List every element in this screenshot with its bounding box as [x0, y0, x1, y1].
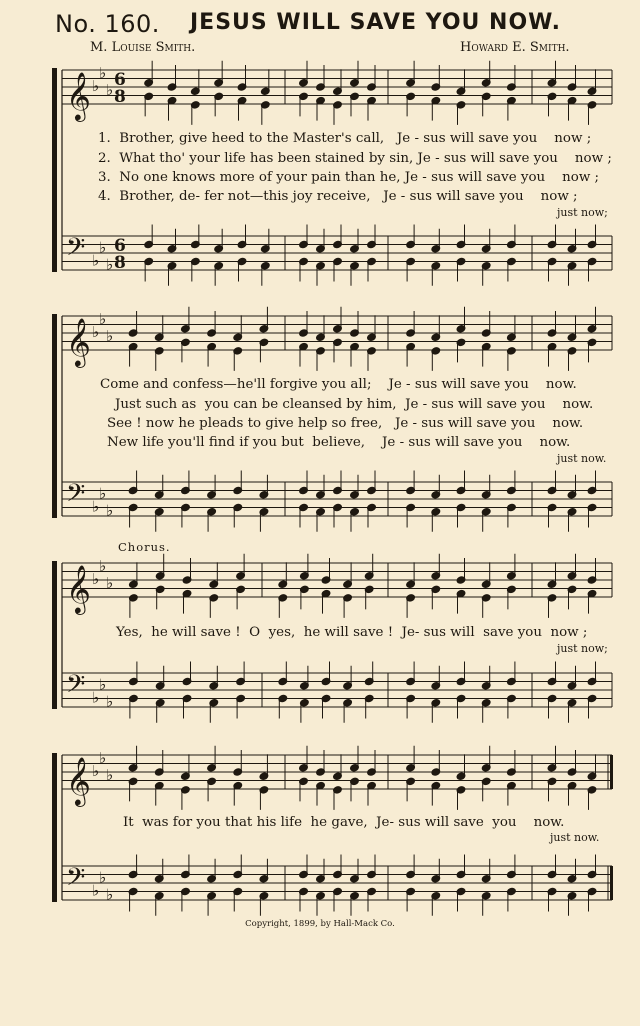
flat-sign: ♭ — [99, 675, 107, 694]
flat-sign: ♭ — [99, 238, 107, 257]
flat-sign: ♭ — [92, 688, 100, 707]
flat-sign: ♭ — [106, 81, 114, 99]
lyricist-credit: M. Louise Smith. — [90, 40, 196, 55]
flat-sign: ♭ — [99, 310, 107, 328]
verse-1-line: Come and confess—he'll forgive you all; Je - sus will save you now. — [100, 377, 577, 392]
flat-sign: ♭ — [92, 881, 100, 900]
treble-clef: 𝄞 — [66, 317, 91, 366]
system-brace — [52, 314, 57, 518]
flat-sign: ♭ — [106, 255, 114, 274]
tag-just-now: just now. — [557, 452, 607, 465]
verse-2-line: 2. What tho' your life has been stained by sin, Je - sus will save you now ; — [98, 151, 612, 166]
chorus-line: It was for you that his life he gave, Je- sus will save you now. — [123, 815, 565, 830]
flat-sign: ♭ — [92, 322, 100, 341]
time-signature: 8 — [114, 87, 126, 107]
verse-4-line: 4. Brother, de- fer not—this joy receive, Je - sus will save you now ; — [98, 189, 578, 204]
flat-sign: ♭ — [92, 761, 100, 780]
flat-sign: ♭ — [106, 501, 114, 520]
chorus-label: Chorus. — [118, 540, 171, 554]
flat-sign: ♭ — [99, 484, 107, 503]
composer-credit: Howard E. Smith. — [460, 40, 570, 55]
system-brace — [52, 753, 57, 902]
time-signature: 6 — [114, 236, 126, 256]
flat-sign: ♭ — [106, 574, 114, 592]
system-brace — [52, 68, 57, 272]
treble-clef: 𝄞 — [66, 71, 91, 120]
treble-clef: 𝄞 — [66, 564, 91, 613]
treble-clef: 𝄞 — [66, 756, 91, 805]
time-signature: 6 — [114, 70, 126, 90]
tag-just-now: just now; — [557, 206, 608, 219]
flat-sign: ♭ — [99, 749, 107, 767]
tag-just-now: just now; — [557, 642, 608, 655]
final-barline — [610, 755, 613, 789]
time-signature: 8 — [114, 253, 126, 273]
verse-4-line: New life you'll find if you but believe, Je - sus will save you now. — [107, 435, 571, 450]
flat-sign: ♭ — [106, 766, 114, 784]
final-barline — [610, 866, 613, 900]
flat-sign: ♭ — [99, 868, 107, 887]
flat-sign: ♭ — [99, 557, 107, 575]
flat-sign: ♭ — [92, 251, 100, 270]
system-brace — [52, 561, 57, 709]
verse-3-line: See ! now he pleads to give help so free, Je - sus will save you now. — [107, 416, 584, 431]
hymn-number: No. 160. — [55, 10, 160, 38]
flat-sign: ♭ — [106, 885, 114, 904]
bass-clef: 𝄢 — [66, 863, 86, 898]
tag-just-now: just now. — [550, 831, 600, 844]
bass-clef: 𝄢 — [66, 233, 86, 268]
bass-clef: 𝄢 — [66, 479, 86, 514]
hymn-title: JESUS WILL SAVE YOU NOW. — [190, 10, 561, 35]
verse-3-line: 3. No one knows more of your pain than he, Je - sus will save you now ; — [98, 170, 600, 185]
flat-sign: ♭ — [106, 692, 114, 711]
verse-2-line: Just such as you can be cleansed by him, Je - sus will save you now. — [115, 397, 594, 412]
flat-sign: ♭ — [92, 497, 100, 516]
bass-clef: 𝄢 — [66, 670, 86, 705]
flat-sign: ♭ — [92, 76, 100, 95]
flat-sign: ♭ — [99, 64, 107, 82]
flat-sign: ♭ — [92, 569, 100, 588]
copyright-notice: Copyright, 1899, by Hall-Mack Co. — [245, 919, 395, 929]
verse-1-line: 1. Brother, give heed to the Master's call, Je - sus will save you now ; — [98, 131, 592, 146]
chorus-line: Yes, he will save ! O yes, he will save ! Je- sus will save you now ; — [116, 625, 588, 640]
flat-sign: ♭ — [106, 327, 114, 345]
